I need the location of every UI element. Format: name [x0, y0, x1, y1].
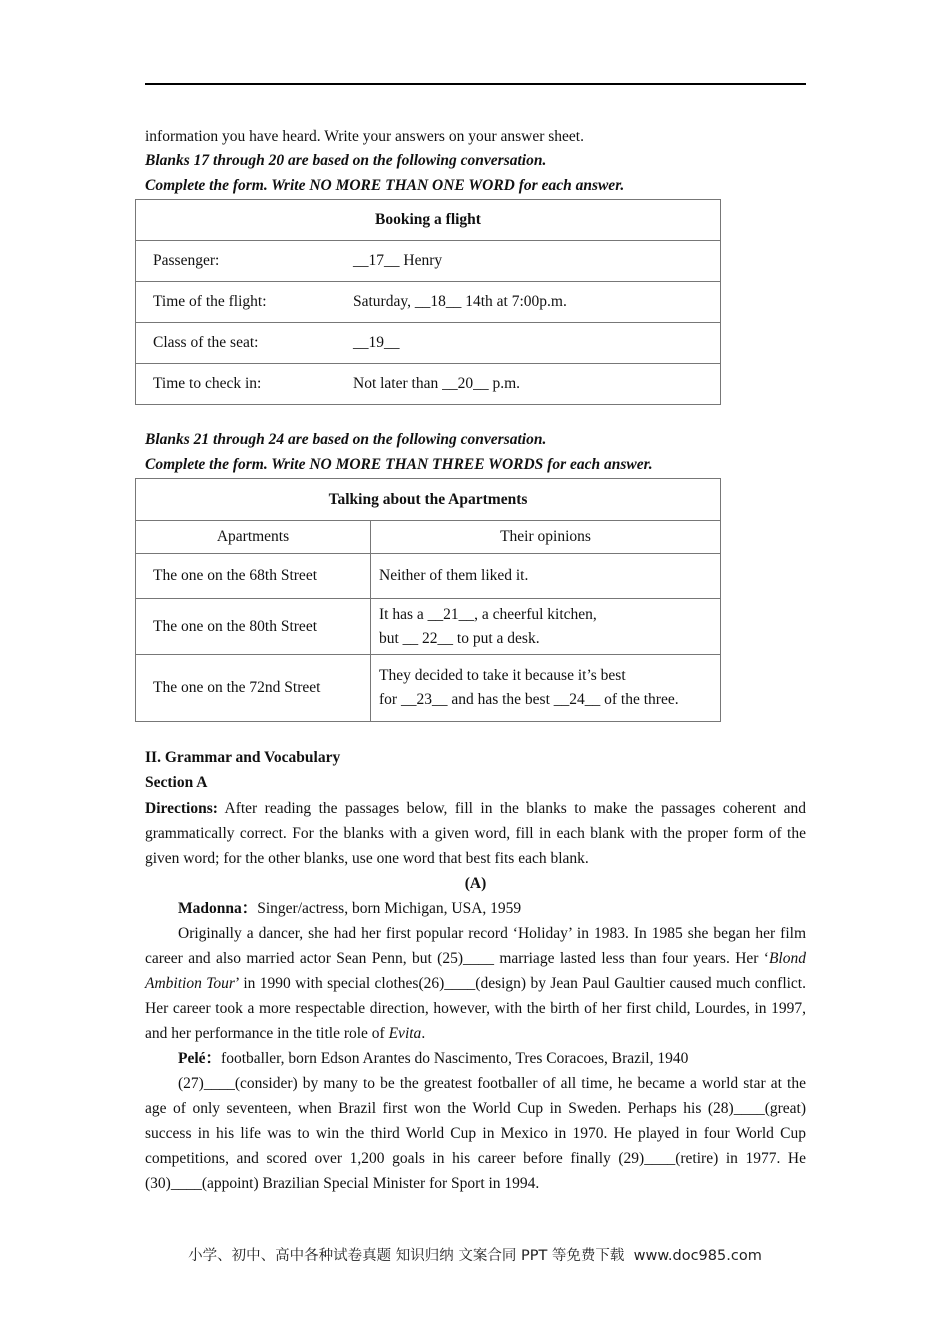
opinion-line: Neither of them liked it.: [379, 567, 529, 584]
apartment-cell: The one on the 72nd Street: [136, 655, 371, 722]
part1-instruction-1: Blanks 17 through 20 are based on the following conversation.: [145, 152, 547, 169]
table-row: [136, 282, 721, 323]
apartment-cell: The one on the 80th Street: [136, 599, 371, 655]
madonna-name: Madonna：: [178, 900, 258, 917]
row-value: Saturday, __18__ 14th at 7:00p.m.: [353, 282, 721, 323]
passage-label: (A): [464, 875, 487, 892]
directions: [145, 796, 806, 871]
opinion-line: for __23__ and has the best __24__ of the three.: [379, 691, 679, 708]
madonna-text-1: Originally a dancer, she had her first popular record ‘Holiday’ in 1983. In 1985 she began her film career and also married actor Sean Penn, but (25)____ marriage lasted less than four years. Her ‘: [145, 925, 806, 967]
apartments-table: [135, 478, 721, 722]
column-header: Apartments: [136, 521, 371, 554]
opinion-line: but __ 22__ to put a desk.: [379, 629, 540, 647]
row-label: Time of the flight:: [136, 282, 354, 323]
table-row: [136, 599, 721, 655]
row-label: Passenger:: [136, 241, 354, 282]
pele-name: Pelé：: [178, 1050, 222, 1067]
column-header: Their opinions: [371, 521, 721, 554]
madonna-tour: Blond Ambition Tour: [145, 950, 806, 992]
flight-table-title: Booking a flight: [136, 200, 721, 241]
row-label: Class of the seat:: [136, 323, 354, 364]
directions-text: After reading the passages below, fill in the blanks to make the passages coherent and grammatically correct. For the blanks with a given word, fill in each blank with the proper form of the given word; for the other blanks, use one word that best fits each blank.: [145, 800, 806, 867]
apartments-table-title: Talking about the Apartments: [136, 479, 721, 521]
part2-instruction-2: Complete the form. Write NO MORE THAN THREE WORDS for each answer.: [145, 456, 653, 473]
footer-text: 小学、初中、高中各种试卷真题 知识归纳 文案合同 PPT 等免费下载: [188, 1248, 625, 1264]
madonna-text-3: .: [421, 1025, 426, 1042]
opinion-cell: [371, 599, 721, 655]
footer-link[interactable]: www.doc985.com: [633, 1248, 762, 1264]
madonna-bio: Singer/actress, born Michigan, USA, 1959: [257, 900, 522, 917]
subsection-heading: Section A: [145, 774, 208, 791]
table-row: [136, 364, 721, 405]
madonna-passage: [145, 896, 806, 1196]
opinion-cell: [371, 554, 721, 599]
flight-booking-table: [135, 199, 721, 405]
row-label: Time to check in:: [136, 364, 354, 405]
part2-instruction-1: Blanks 21 through 24 are based on the following conversation.: [145, 431, 547, 448]
pele-paragraph: (27)____(consider) by many to be the greatest footballer of all time, he became a world star at the age of only seventeen, when Brazil first won the World Cup in Sweden. Perhaps his (28)____(great) success in his life was to win the third World Cup in Mexico in 1970. He played in four World Cup competitions, and scored over 1,200 goals in his career before finally (29)____(retire) in 1977. He (30)____(appoint) Brazilian Special Minister for Sport in 1994.: [145, 1075, 806, 1192]
opinion-line: They decided to take it because it’s best: [379, 667, 626, 684]
opinion-line: It has a __21__, a cheerful kitchen,: [379, 605, 597, 623]
apartment-cell: The one on the 68th Street: [136, 554, 371, 599]
pele-bio: footballer, born Edson Arantes do Nascimento, Tres Coracoes, Brazil, 1940: [221, 1050, 689, 1067]
table-row: [136, 241, 721, 282]
row-value: __19__: [353, 323, 721, 364]
madonna-text-2: ’ in 1990 with special clothes(26)____(design) by Jean Paul Gaultier caused much conflict. Her career took a more respectable direction, however, with the birth of her first child, Lourdes, in 1997, and her performance in the title role of: [145, 975, 806, 1042]
header-rule: [145, 83, 806, 85]
part1-instruction-2: Complete the form. Write NO MORE THAN ONE WORD for each answer.: [145, 177, 625, 194]
row-value: __17__ Henry: [353, 241, 721, 282]
madonna-evita: Evita: [388, 1025, 422, 1042]
table-row: [136, 323, 721, 364]
footer: [0, 1244, 950, 1265]
directions-label: Directions:: [145, 800, 218, 817]
opinion-cell: [371, 655, 721, 722]
table-row: [136, 655, 721, 722]
row-value: Not later than __20__ p.m.: [353, 364, 721, 405]
section-heading: II. Grammar and Vocabulary: [145, 749, 341, 766]
table-row: [136, 554, 721, 599]
intro-line: information you have heard. Write your answers on your answer sheet.: [145, 128, 584, 145]
